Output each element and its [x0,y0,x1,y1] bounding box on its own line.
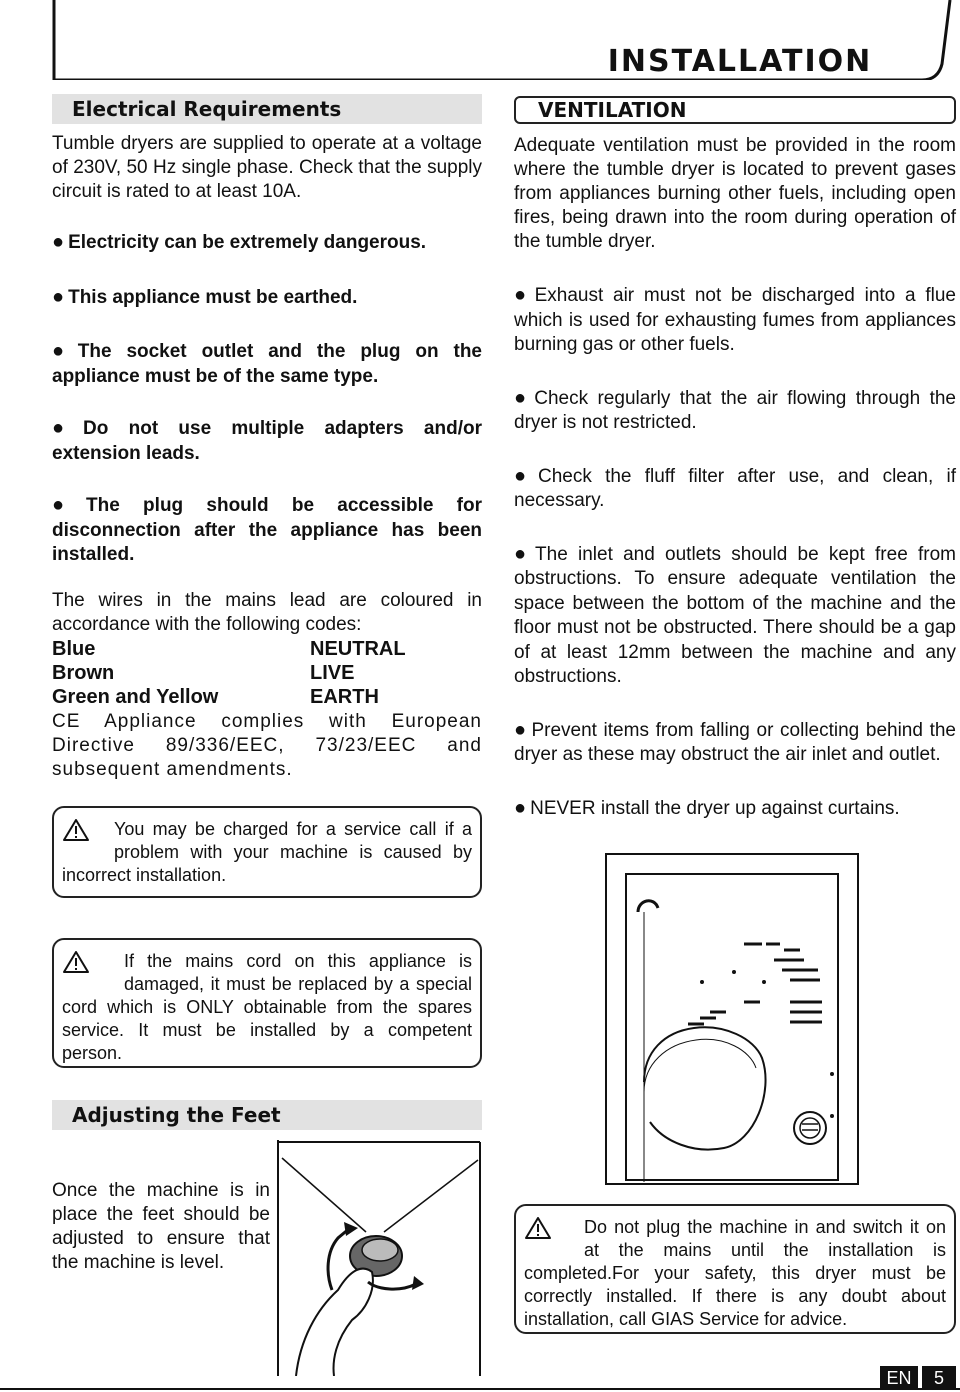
ce-directive: CE Appliance complies with European Directive 89/336/EEC, 73/23/EEC and subsequent amendments. [52,711,482,780]
electrical-heading: Electrical Requirements [52,94,482,124]
warning-triangle-icon [62,818,90,842]
bullet-item: ● Check regularly that the air flowing through the dryer is not restricted. [514,386,956,433]
warning-triangle-icon [62,950,90,974]
bullet-item: ● The inlet and outlets should be kept free from obstructions. To ensure adequate ventilation the space between the bottom of the machine and the floor must not be obstructed. There should be a gap of at least 12mm between the machine and any obstructions. [514,542,956,687]
electrical-intro: Tumble dryers are supplied to operate at a voltage of 230V, 50 Hz single phase. Check that the supply circuit is rated to at least 10A. [52,133,482,202]
adjust-feet-illustration [276,1140,482,1376]
warning-triangle-icon [524,1216,552,1240]
wire-codes [52,637,482,709]
electrical-bullets [52,230,482,568]
bullet-item: ● The plug should be accessible for disconnection after the appliance has been installed. [52,494,482,565]
bullet-icon: ● [52,285,65,308]
warning-service-call: You may be charged for a service call if a problem with your machine is caused by incorrect installation. [52,806,482,898]
ventilation-heading: VENTILATION [514,96,956,124]
bullet-icon: ● [514,284,531,306]
bullet-item: ● Prevent items from falling or collecting behind the dryer as these may obstruct the air inlet and outlet. [514,718,956,765]
language-badge: EN [880,1366,918,1390]
page-number: 5 [922,1366,956,1390]
bullet-icon: ● [52,231,65,253]
ventilation-intro: Adequate ventilation must be provided in the room where the tumble dryer is located to prevent gases from appliances burning other fuels, including open fires, being drawn into the room during operation of the tumble dryer. [514,135,956,252]
wire-code-row: Brown LIVE [52,662,355,684]
bullet-icon: ● [514,464,535,487]
bullet-item: ● This appliance must be earthed. [52,285,358,308]
bullet-item: ● NEVER install the dryer up against curtains. [514,796,900,819]
wire-code-row: Green and Yellow EARTH [52,686,379,708]
bullet-item: ● Check the fluff filter after use, and clean, if necessary. [514,464,956,511]
bullet-icon: ● [514,796,527,819]
bullet-icon: ● [514,718,528,741]
warning-mains-cord: If the mains cord on this appliance is damaged, it must be replaced by a special cord which is ONLY obtainable from the spares service. It must be installed by a competent person. [52,938,482,1068]
bullet-icon: ● [52,340,74,362]
bullet-icon: ● [514,542,532,565]
footer-rule [0,1388,960,1390]
bullet-icon: ● [52,417,80,439]
feet-text: Once the machine is in place the feet should be adjusted to ensure that the machine is level. [52,1180,270,1273]
feet-heading: Adjusting the Feet [52,1100,482,1130]
bullet-item: ● Electricity can be extremely dangerous. [52,231,427,253]
ventilation-bullets [514,283,956,821]
bullet-icon: ● [52,494,83,516]
bullet-item: ● Exhaust air must not be discharged into a flue which is used for exhausting fumes from appliances burning gas or other fuels. [514,284,956,355]
warning-plug-in: Do not plug the machine in and switch it on at the mains until the installation is completed.For your safety, this dryer must be correctly installed. If there is any doubt about installation, call GIAS Service for advice. [514,1204,956,1334]
bullet-item: ● The socket outlet and the plug on the appliance must be of the same type. [52,340,482,387]
dryer-illustration [604,852,860,1186]
wires-intro: The wires in the mains lead are coloured in accordance with the following codes: [52,590,482,635]
bullet-icon: ● [514,386,531,409]
wire-code-row: Blue NEUTRAL [52,638,406,660]
bullet-item: ● Do not use multiple adapters and/or extension leads. [52,417,482,464]
page-title: INSTALLATION [607,44,873,79]
